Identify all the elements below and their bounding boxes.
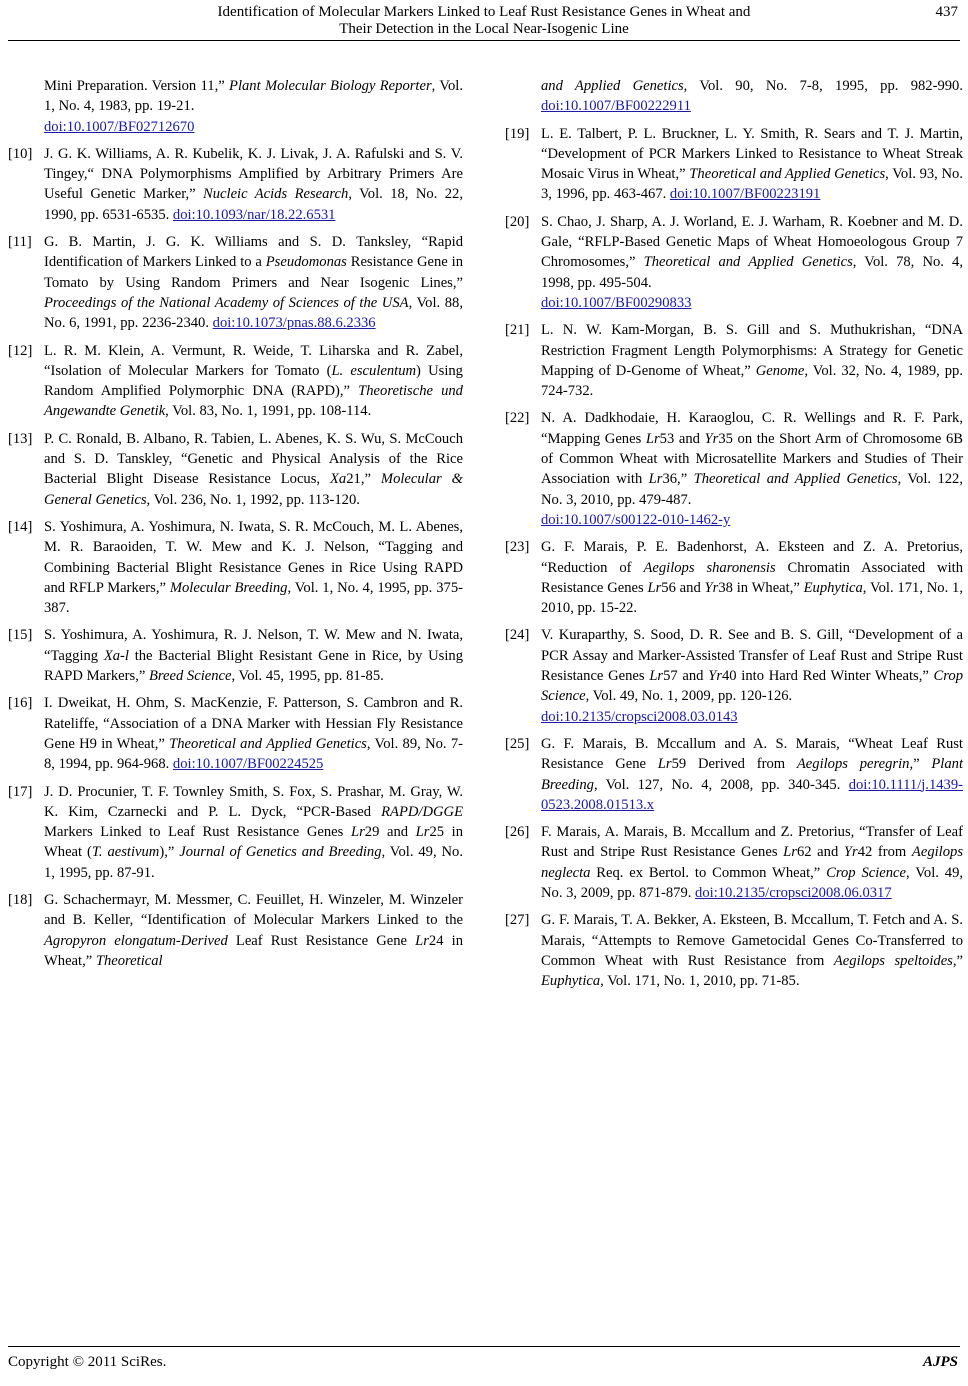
reference-number: [17] (8, 783, 33, 800)
reference-fragment: , Vol. 83, No. 1, 1991, pp. 108-114. (165, 403, 372, 420)
reference-fragment: L. esculentum (331, 362, 417, 379)
reference-text (44, 341, 463, 422)
reference-fragment: , Vol. 49, No. 1, 1995, pp. 87-91. (44, 844, 464, 881)
reference-fragment: Yr (704, 430, 719, 447)
doi-link[interactable]: doi:10.1007/BF00222911 (541, 98, 691, 115)
reference-fragment: Lr (645, 430, 660, 447)
reference-fragment: J. G. K. Williams, A. R. Kubelik, K. J. Livak, J. A. Rafulski and S. V. Tingey,“ DNA Polymorphisms Amplified by Arbitrary Primers Are Useful Genetic Marker,” (44, 145, 463, 203)
reference-fragment: Lr (657, 756, 672, 773)
reference-text (541, 625, 963, 726)
journal-name: Proceedings of the National Academy of Sciences of the USA (44, 294, 409, 311)
journal-name: Theoretical and Applied Genetics (169, 735, 367, 752)
reference-fragment: Lr (350, 824, 365, 841)
reference-list-left (8, 144, 463, 971)
page-header (0, 0, 968, 44)
reference-fragment: Aegilops neglecta (541, 844, 963, 881)
reference-item (505, 822, 963, 903)
references-left-column (8, 76, 463, 978)
reference-fragment: , Vol. 89, No. 7-8, 1994, pp. 964-968. (44, 735, 464, 773)
journal-name: Plant Breeding (541, 756, 963, 793)
reference-item (505, 537, 963, 618)
reference-fragment: , Vol. 88, No. 6, 1991, pp. 2236-2340. (44, 294, 463, 332)
reference-number: [24] (505, 627, 530, 644)
reference-fragment: T. aestivum (91, 844, 160, 861)
reference-fragment: I. Dweikat, H. Ohm, S. MacKenzie, F. Patterson, S. Cambron and R. Rateliffe, “Association of a DNA Marker with Hessian Fly Resistance Gene H9 in Wheat,” (44, 695, 463, 752)
journal-name: Crop Science (826, 864, 907, 881)
reference-fragment: Lr (415, 932, 429, 949)
reference-text (541, 320, 963, 401)
reference-number: [26] (505, 824, 530, 841)
header-divider (8, 40, 960, 41)
reference-number: [11] (8, 234, 32, 251)
journal-name: Euphytica (541, 973, 601, 990)
reference-item (8, 429, 463, 510)
reference-fragment: 42 from (857, 844, 912, 861)
reference-list-right (505, 124, 963, 992)
reference-fragment: S. Yoshimura, A. Yoshimura, N. Iwata, S. R. McCouch, M. L. Abenes, M. R. Baraoiden, T. W. Mew and K. J. Nelson, “Tagging and Combining Bacterial Blight Resistance Genes in Rice Using RAPD and RFLP Markers,” (44, 518, 463, 596)
reference-fragment: , Vol. 45, 1995, pp. 81-85. (231, 668, 384, 685)
running-title-line1: Identification of Molecular Markers Linked to Leaf Rust Resistance Genes in Wheat and (217, 4, 751, 20)
reference-item (8, 232, 463, 333)
journal-name: Theoretical (95, 952, 163, 969)
reference-number: [18] (8, 891, 33, 908)
reference-continuation: and Applied Genetics, Vol. 90, No. 7-8, 1995, pp. 982-990. doi:10.1007/BF00222911 (541, 78, 963, 115)
reference-fragment: S. Yoshimura, A. Yoshimura, R. J. Nelson, T. W. Mew and N. Iwata, “Tagging (44, 627, 463, 664)
journal-name: Crop Science (541, 668, 963, 705)
reference-fragment: 24 in Wheat,” (44, 932, 463, 969)
reference-number: [12] (8, 342, 33, 359)
reference-fragment: 56 and (661, 579, 705, 596)
journal-name: Molecular Breeding (169, 579, 288, 596)
reference-text (44, 693, 463, 774)
reference-fragment: Lr (648, 471, 663, 488)
journal-name: Journal of Genetics and Breeding (179, 844, 382, 861)
reference-item (8, 517, 463, 618)
reference-fragment: , Vol. 127, No. 4, 2008, pp. 340-345. (593, 776, 849, 793)
reference-fragment: Lr (783, 844, 797, 861)
reference-number: [21] (505, 322, 530, 339)
reference-text (44, 625, 463, 686)
reference-continuation: Mini Preparation. Version 11,” Plant Molecular Biology Reporter, Vol. 1, No. 4, 1983, pp. 19-21. doi:10.1007/BF02712670 (44, 78, 463, 135)
reference-item (505, 408, 963, 530)
doi-link[interactable]: doi:10.1007/BF02712670 (44, 118, 195, 135)
reference-fragment: Aegilops sharonensis (643, 559, 776, 576)
reference-fragment: ),” (159, 844, 180, 861)
reference-fragment: Aegilops peregrin (796, 756, 910, 773)
reference-fragment: ,” (952, 952, 963, 969)
journal-name: Euphytica (803, 579, 863, 596)
doi-link[interactable]: doi:10.1007/BF00223191 (669, 186, 821, 203)
reference-text (44, 890, 463, 971)
reference-fragment: , Vol. 18, No. 22, 1990, pp. 6531-6535. (44, 186, 464, 223)
reference-item (505, 734, 963, 815)
reference-number: [22] (505, 410, 530, 427)
reference-fragment: 21,” (346, 471, 381, 488)
reference-fragment: Chromatin Associated with Resistance Genes (541, 559, 963, 596)
reference-text (541, 408, 963, 530)
reference-fragment: 53 and (659, 430, 705, 447)
journal-name: Theoretical and Applied Genetics (693, 471, 898, 488)
reference-fragment: Xa (330, 471, 347, 488)
reference-fragment: RAPD/DGGE (381, 803, 463, 820)
reference-fragment: F. Marais, A. Marais, B. Mccallum and Z. Pretorius, “Transfer of Leaf Rust and Stripe Rust Resistance Genes (541, 824, 963, 861)
reference-item (505, 910, 963, 991)
reference-fragment: , Vol. 1, No. 4, 1995, pp. 375-387. (44, 579, 463, 617)
reference-text (541, 734, 963, 815)
reference-text (44, 517, 463, 618)
reference-fragment: 25 in Wheat ( (44, 824, 464, 861)
footer-divider (8, 1346, 960, 1347)
reference-fragment: 57 and (663, 668, 709, 685)
doi-link[interactable]: doi:10.1093/nar/18.22.6531 (172, 206, 336, 223)
running-title-line2: Their Detection in the Local Near-Isogenic Line (339, 21, 629, 37)
reference-text (541, 822, 963, 903)
reference-fragment: , Vol. 122, No. 3, 2010, pp. 479-487. (541, 471, 963, 508)
reference-fragment: Yr (708, 668, 722, 685)
doi-link[interactable]: doi:10.1007/BF00290833 (541, 294, 692, 311)
reference-text (44, 144, 463, 225)
journal-name: Theoretische und Angewandte Genetik (44, 383, 463, 420)
doi-link[interactable]: doi:10.1007/s00122-010-1462-y (541, 511, 731, 528)
reference-fragment: G. B. Martin, J. G. K. Williams and S. D. Tanksley, “Rapid Identification of Markers Linked to a (44, 234, 463, 271)
reference-fragment: Markers Linked to Leaf Rust Resistance Genes (44, 824, 351, 841)
reference-fragment: Agropyron elongatum-Derived (44, 932, 228, 949)
reference-fragment: N. A. Dadkhodaie, H. Karaoglou, C. R. Wellings and R. F. Park, “Mapping Genes (541, 410, 963, 447)
reference-fragment: Yr (843, 844, 858, 861)
journal-name: Theoretical and Applied Genetics (643, 254, 853, 271)
reference-fragment: J. D. Procunier, T. F. Townley Smith, S. Fox, S. Prashar, M. Gray, W. K. Kim, Czarnecki and P. L. Dyck, “PCR-Based (44, 783, 463, 820)
doi-link[interactable]: doi:10.2135/cropsci2008.06.0317 (695, 884, 892, 901)
doi-link[interactable]: doi:10.2135/cropsci2008.03.0143 (541, 708, 738, 725)
reference-item (8, 144, 463, 225)
reference-fragment: ) Using Random Amplified Polymorphic DNA (RAPD),” (44, 362, 463, 400)
reference-number: [20] (505, 213, 530, 230)
reference-fragment: L. N. W. Kam-Morgan, B. S. Gill and S. Muthukrishan, “DNA Restriction Fragment Length Polymorphisms: A Strategy for Genetic Mapping of D-Genome of Wheat,” (541, 322, 963, 379)
reference-fragment: 59 Derived from (671, 756, 797, 773)
reference-fragment: 35 on the Short Arm of Chromosome 6B of Common Wheat with Microsatellite Markers and Studies of Their Association with (541, 430, 963, 488)
reference-fragment: , Vol. 49, No. 1, 2009, pp. 120-126. (585, 688, 793, 705)
reference-item (505, 625, 963, 726)
reference-number: [14] (8, 518, 33, 535)
doi-link[interactable]: doi:10.1073/pnas.88.6.2336 (212, 315, 376, 332)
reference-item (8, 782, 463, 883)
reference-fragment: , Vol. 171, No. 1, 2010, pp. 71-85. (600, 973, 800, 990)
reference-text (541, 537, 963, 618)
reference-fragment: Leaf Rust Resistance Gene (227, 932, 416, 949)
reference-item (8, 625, 463, 686)
reference-fragment: ,” (909, 756, 932, 773)
reference-text (44, 232, 463, 333)
reference-fragment: , Vol. 93, No. 3, 1996, pp. 463-467. (541, 166, 963, 203)
reference-fragment: V. Kuraparthy, S. Sood, D. R. See and B. S. Gill, “Development of a PCR Assay and Marker-Assisted Transfer of Leaf Rust and Stripe Rust Resistance Genes (541, 627, 963, 685)
reference-fragment: Yr (704, 579, 719, 596)
reference-fragment: Req. ex Bertol. to Common Wheat,” (590, 864, 827, 881)
reference-item (8, 341, 463, 422)
copyright-notice: Copyright © 2011 SciRes. (8, 1354, 167, 1370)
journal-name: Molecular & General Genetics (44, 471, 463, 508)
reference-number: [19] (505, 125, 530, 142)
doi-link[interactable]: doi:10.1111/j.1439-0523.2008.01513.x (541, 776, 963, 813)
reference-fragment: Lr (649, 668, 664, 685)
reference-number: [23] (505, 539, 530, 556)
reference-item (8, 890, 463, 971)
reference-fragment: 36,” (662, 471, 694, 488)
reference-fragment: G. F. Marais, P. E. Badenhorst, A. Eksteen and Z. A. Pretorius, “Reduction of (541, 539, 963, 576)
reference-fragment: P. C. Ronald, B. Albano, R. Tabien, L. Abenes, K. S. Wu, S. McCouch and S. D. Tanskley, “Genetic and Physical Analysis of the Rice Bacterial Blight Disease Resistance Locus, (44, 430, 463, 488)
reference-text (44, 429, 463, 510)
reference-fragment: Lr (647, 579, 662, 596)
reference-fragment: Resistance Gene in Tomato by Using Random Primers and Near Isogenic Lines,” (44, 254, 463, 291)
references-right-column (505, 76, 963, 998)
reference-fragment: , Vol. 49, No. 3, 2009, pp. 871-879. (541, 864, 964, 901)
reference-fragment: 40 into Hard Red Winter Wheats,” (722, 668, 934, 685)
journal-name: Nucleic Acids Research (203, 186, 349, 203)
reference-number: [10] (8, 145, 33, 162)
reference-number: [13] (8, 430, 33, 447)
reference-fragment: , Vol. 78, No. 4, 1998, pp. 495-504. (541, 254, 963, 291)
reference-number: [25] (505, 735, 530, 752)
page-footer (0, 1346, 968, 1386)
reference-item (505, 124, 963, 205)
reference-fragment: Pseudomonas (265, 254, 347, 271)
reference-fragment: , Vol. 32, No. 4, 1989, pp. 724-732. (541, 362, 963, 400)
reference-fragment: Xa-l (103, 647, 129, 664)
reference-number: [16] (8, 695, 33, 712)
reference-fragment: 62 and (796, 844, 844, 861)
reference-fragment: Lr (415, 824, 430, 841)
reference-text (44, 782, 463, 883)
reference-text (541, 212, 963, 313)
reference-fragment: Aegilops speltoides (833, 952, 953, 969)
reference-fragment: , Vol. 171, No. 1, 2010, pp. 15-22. (541, 579, 963, 617)
reference-number: [15] (8, 627, 33, 644)
reference-fragment: L. E. Talbert, P. L. Bruckner, L. Y. Smith, R. Sears and T. J. Martin, “Development of PCR Markers Linked to Resistance to Wheat Streak Mosaic Virus in Wheat,” (541, 125, 963, 183)
reference-fragment: G. F. Marais, B. Mccallum and A. S. Marais, “Wheat Leaf Rust Resistance Gene (541, 735, 963, 773)
reference-fragment: S. Chao, J. Sharp, A. J. Worland, E. J. Warham, R. Koebner and M. D. Gale, “RFLP-Based Genetic Maps of Wheat Homoeologous Group 7 Chromosomes,” (541, 213, 963, 271)
reference-fragment: 29 and (364, 824, 416, 841)
reference-item (8, 693, 463, 774)
page-number: 437 (935, 4, 958, 20)
reference-fragment: G. Schachermayr, M. Messmer, C. Feuillet, H. Winzeler, M. Winzeler and B. Keller, “Identification of Molecular Markers Linked to the (44, 891, 463, 929)
journal-name: Genome (755, 362, 805, 379)
reference-number: [27] (505, 912, 530, 929)
doi-link[interactable]: doi:10.1007/BF00224525 (172, 756, 324, 773)
reference-fragment: G. F. Marais, T. A. Bekker, A. Eksteen, B. Mccallum, T. Fetch and A. S. Marais, “Attempts to Remove Gametocidal Genes Co-Transferred to Common Wheat with Rust Resistance from (541, 912, 963, 969)
reference-text (541, 910, 963, 991)
reference-item (505, 212, 963, 313)
reference-fragment: , Vol. 236, No. 1, 1992, pp. 113-120. (146, 491, 360, 508)
journal-name: Breed Science (148, 668, 232, 685)
journal-abbreviation: AJPS (922, 1354, 958, 1370)
journal-name: Theoretical and Applied Genetics (689, 166, 886, 183)
reference-fragment: 38 in Wheat,” (718, 579, 804, 596)
reference-text (541, 124, 963, 205)
reference-fragment: the Bacterial Blight Resistant Gene in Rice, by Using RAPD Markers,” (44, 647, 463, 685)
reference-fragment: L. R. M. Klein, A. Vermunt, R. Weide, T. Liharska and R. Zabel, “Isolation of Molecular Markers for Tomato ( (44, 342, 463, 379)
reference-item (505, 320, 963, 401)
